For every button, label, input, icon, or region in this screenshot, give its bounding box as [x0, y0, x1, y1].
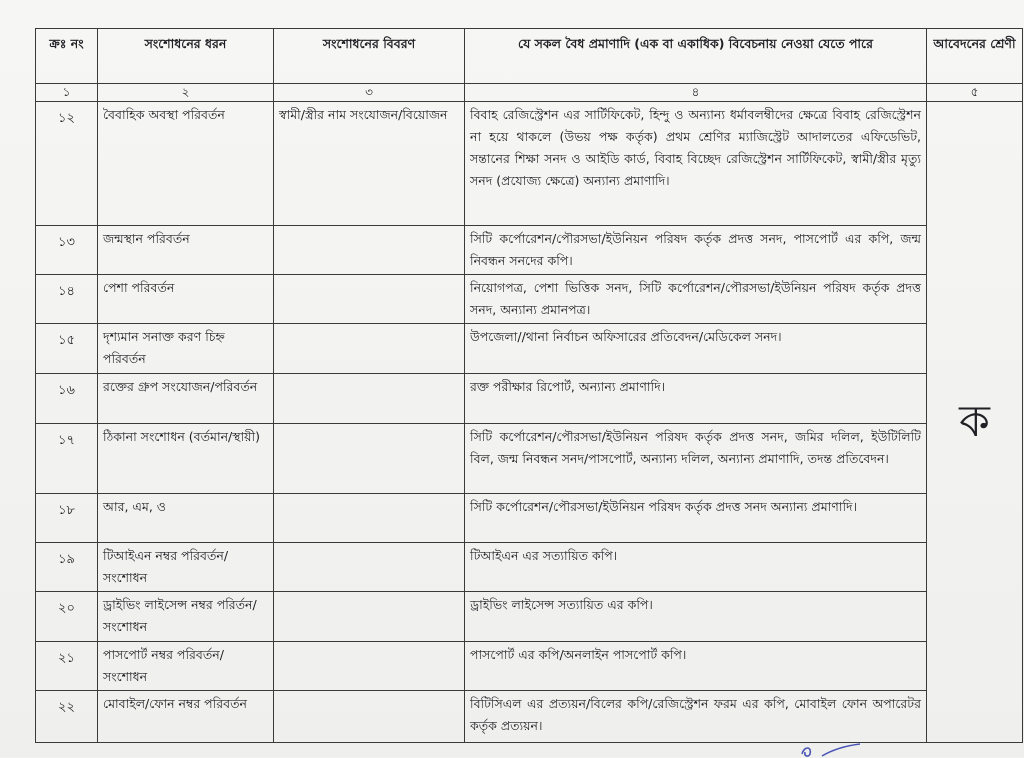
row-correction-type: বৈবাহিক অবস্থা পরিবর্তন [98, 102, 274, 226]
row-serial: ১৩ [36, 226, 98, 275]
row-correction-description [274, 424, 465, 494]
header-application-category: আবেদনের শ্রেণী [927, 29, 1023, 84]
row-serial: ১৯ [36, 543, 98, 592]
table-row [36, 642, 1023, 691]
row-serial: ১৬ [36, 374, 98, 424]
column-number: ৪ [465, 84, 927, 102]
row-serial: ২১ [36, 642, 98, 691]
table-row [36, 691, 1023, 743]
row-documents: বিটিসিএল এর প্রত্যয়ন/বিলের কপি/রেজিস্ট্রেশন ফরম এর কপি, মোবাইল ফোন অপারেটর কর্তৃক প্রত্যয়ন। [465, 691, 927, 743]
row-correction-description [274, 324, 465, 374]
header-correction-description: সংশোধনের বিবরণ [274, 29, 465, 84]
row-serial: ২২ [36, 691, 98, 743]
row-correction-description: স্বামী/স্ত্রীর নাম সংযোজন/বিয়োজন [274, 102, 465, 226]
row-correction-type: টিআইএন নম্বর পরিবর্তন/সংশোধন [98, 543, 274, 592]
row-documents: সিটি কর্পোরেশন/পৌরসভা/ইউনিয়ন পরিষদ কর্তৃক প্রদত্ত সনদ অন্যান্য প্রমাণাদি। [465, 494, 927, 543]
table-row [36, 374, 1023, 424]
row-correction-type: ঠিকানা সংশোধন (বর্তমান/স্থায়ী) [98, 424, 274, 494]
row-correction-type: মোবাইল/ফোন নম্বর পরিবর্তন [98, 691, 274, 743]
row-serial: ১৮ [36, 494, 98, 543]
column-number: ৫ [927, 84, 1023, 102]
column-number: ২ [98, 84, 274, 102]
row-documents: নিয়োগপত্র, পেশা ভিত্তিক সনদ, সিটি কর্পোরেশন/পৌরসভা/ইউনিয়ন পরিষদ কর্তৃক প্রদত্ত সনদ, অন্যান্য প্রমানপত্র। [465, 275, 927, 324]
row-correction-description [274, 275, 465, 324]
row-correction-type: ড্রাইভিং লাইসেন্স নম্বর পরির্তন/সংশোধন [98, 592, 274, 642]
table-row [36, 226, 1023, 275]
row-correction-description [274, 592, 465, 642]
header-row [36, 29, 1023, 84]
application-category: ক [927, 102, 1023, 743]
row-documents: টিআইএন এর সত্যায়িত কপি। [465, 543, 927, 592]
row-documents: পাসপোর্ট এর কপি/অনলাইন পাসপোর্ট কপি। [465, 642, 927, 691]
table-row [36, 275, 1023, 324]
row-documents: বিবাহ রেজিস্ট্রেশন এর সার্টিফিকেট, হিন্দু ও অন্যান্য ধর্মাবলম্বীদের ক্ষেত্রে বিবাহ রেজিস্ট্রেশন না হয়ে থাকলে (উভয় পক্ষ কর্তৃক) প্রথম শ্রেণির ম্যাজিস্ট্রেট আদালতের এফিডেভিট, সন্তানের শিক্ষা সনদ ও আইডি কার্ড, বিবাহ বিচ্ছেদ রেজিস্ট্রেশন সার্টিফিকেট, স্বামী/স্ত্রীর মৃত্যু সনদ (প্রযোজ্য ক্ষেত্রে) অন্যান্য প্রমাণাদি। [465, 102, 927, 226]
row-correction-type: আর, এম, ও [98, 494, 274, 543]
row-serial: ১৭ [36, 424, 98, 494]
signature-mark [798, 742, 868, 758]
table-row [36, 424, 1023, 494]
row-correction-type: পেশা পরিবর্তন [98, 275, 274, 324]
table-row [36, 102, 1023, 226]
row-correction-type: দৃশ্যমান সনাক্ত করণ চিহ্ন পরিবর্তন [98, 324, 274, 374]
row-correction-description [274, 226, 465, 275]
header-correction-type: সংশোধনের ধরন [98, 29, 274, 84]
row-serial: ১৪ [36, 275, 98, 324]
row-serial: ১৫ [36, 324, 98, 374]
row-documents: সিটি কর্পোরেশন/পৌরসভা/ইউনিয়ন পরিষদ কর্তৃক প্রদত্ত সনদ, পাসপোর্ট এর কপি, জন্ম নিবন্ধন সনদের কপি। [465, 226, 927, 275]
row-documents: ড্রাইভিং লাইসেন্স সত্যায়িত এর কপি। [465, 592, 927, 642]
row-correction-description [274, 642, 465, 691]
row-correction-description [274, 494, 465, 543]
column-number-row [36, 84, 1023, 102]
row-correction-description [274, 374, 465, 424]
row-documents: রক্ত পরীক্ষার রিপোর্ট, অন্যান্য প্রমাণাদি। [465, 374, 927, 424]
row-serial: ২০ [36, 592, 98, 642]
correction-documents-table [35, 28, 1023, 743]
row-serial: ১২ [36, 102, 98, 226]
header-valid-documents: যে সকল বৈধ প্রমাণাদি (এক বা একাধিক) বিবেচনায় নেওয়া যেতে পারে [465, 29, 927, 84]
row-correction-type: পাসপোর্ট নম্বর পরিবর্তন/সংশোধন [98, 642, 274, 691]
row-correction-description [274, 691, 465, 743]
column-number: ১ [36, 84, 98, 102]
row-documents: সিটি কর্পোরেশন/পৌরসভা/ইউনিয়ন পরিষদ কর্তৃক প্রদত্ত সনদ, জমির দলিল, ইউটিলিটি বিল, জন্ম নিবন্ধন সনদ/পাসপোর্ট, অন্যান্য দলিল, অন্যান্য প্রমাণাদি, তদন্ত প্রতিবেদন। [465, 424, 927, 494]
table-row [36, 592, 1023, 642]
table-row [36, 324, 1023, 374]
row-documents: উপজেলা//থানা নির্বাচন অফিসারের প্রতিবেদন/মেডিকেল সনদ। [465, 324, 927, 374]
column-number: ৩ [274, 84, 465, 102]
row-correction-description [274, 543, 465, 592]
header-serial: ক্রঃ নং [36, 29, 98, 84]
row-correction-type: জন্মস্থান পরিবর্তন [98, 226, 274, 275]
table-row [36, 543, 1023, 592]
row-correction-type: রক্তের গ্রুপ সংযোজন/পরিবর্তন [98, 374, 274, 424]
table-row [36, 494, 1023, 543]
